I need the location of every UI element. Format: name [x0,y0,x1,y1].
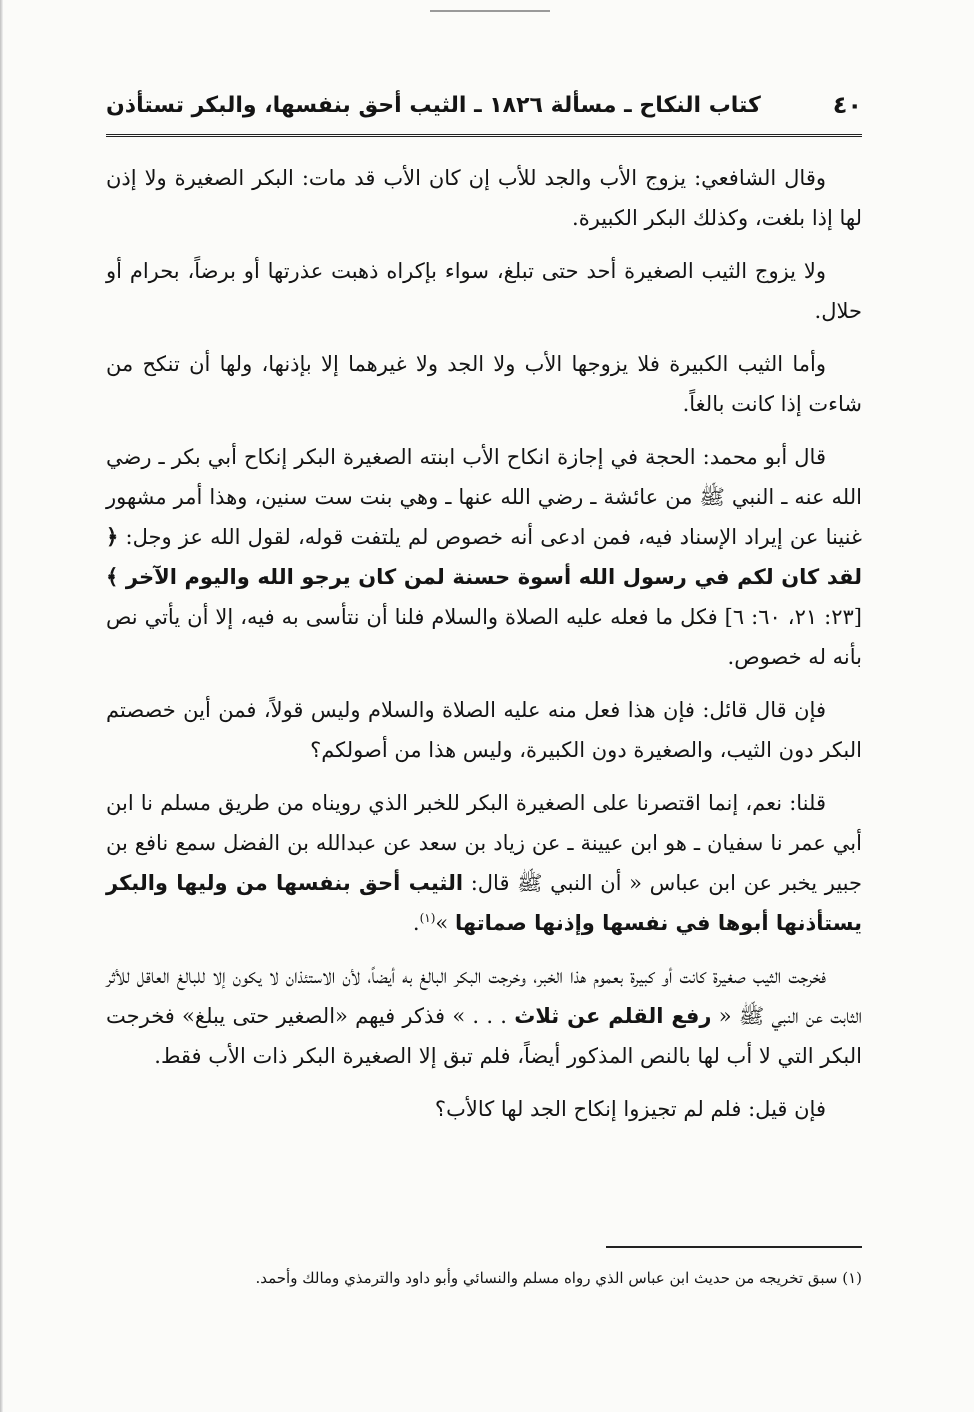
paragraph-text: [٢٣: ٢١، ٦٠: ٦] فكل ما فعله عليه الصلاة والسلام فلنا أن نتأسى به فيه، إلا أن يأتي نص بأنه له خصوص. [106,605,862,669]
paragraph-abu-muhammad [106,437,862,677]
paragraph-question: فإن قيل: فلم لم تجيزوا إنكاح الجد لها كالأب؟ [434,1097,826,1121]
scan-mark [430,10,550,12]
quran-verse: ﴿ لقد كان لكم في رسول الله أسوة حسنة لمن كان يرجو الله واليوم الآخر ﴾ [106,525,862,589]
footnote-reference: (١) [419,911,436,925]
footnote-divider [606,1246,862,1248]
hadith-text: رفع القلم عن ثلاث [514,1004,712,1028]
scan-edge [0,0,3,1412]
paragraph-young-thayyib: ولا يزوج الثيب الصغيرة أحد حتى تبلغ، سواء بإكراه ذهبت عذرتها أو برضاً، بحرام أو حلال. [106,259,862,323]
main-text [106,158,862,1142]
paragraph-end: . [412,911,420,935]
paragraph-text: . . . » فذكر فيهم «الصغير حتى يبلغ» فخرجت البكر التي لا أب لها بالنص المذكور أيضاً، فلم تبق إلا الصغيرة البكر ذات الأب فقط. [106,1004,862,1068]
paragraph-objection: فإن قال قائل: فإن هذا فعل منه عليه الصلاة والسلام وليس قولاً، فمن أين خصصتم البكر دون الثيب، والصغيرة دون الكبيرة، وليس هذا من أصولكم؟ [106,698,862,762]
paragraph-response [106,783,862,943]
paragraph-conclusion [106,956,862,1076]
quote-close: » [435,911,449,935]
page-header [106,84,862,126]
paragraph-text: قال أبو محمد: الحجة في إجازة انكاح الأب ابنته الصغيرة البكر إنكاح أبي بكر ـ رضي الله عنه ـ النبي ﷺ من عائشة ـ رضي الله عنها ـ وهي بنت ست سنين، وهذا أمر مشهور غنينا عن إيراد الإسناد فيه، فمن ادعى أنه خصوص لم يلتفت قوله، لقول الله عز وجل: [106,445,862,549]
footnote: (١) سبق تخريجه من حديث ابن عباس الذي رواه مسلم والنسائي وأبو داود والترمذي ومالك وأحمد. [255,1269,862,1287]
paragraph-text: قلنا: نعم، إنما اقتصرنا على الصغيرة البكر للخبر الذي رويناه من طريق مسلم نا ابن أبي عمر نا سفيان ـ هو ابن عيينة ـ عن زياد بن سعد عن عبدالله بن الفضل سمع نافع بن جبير يخبر عن ابن عباس « أن النبي ﷺ قال: [106,791,862,895]
page-number: ٤٠ [832,91,862,119]
paragraph-text: فخرجت الثيب صغيرة كانت أو كبيرة بعموم هذا الخبر، وخرجت البكر البالغ به أيضاً، لأن الاستئذان لا يكون إلا للبالغ العاقل للأثر الثابت عن النبي ﷺ « [106,964,862,1028]
running-title: كتاب النكاح ـ مسألة ١٨٢٦ ـ الثيب أحق بنفسها، والبكر تستأذن [106,92,761,118]
header-divider [106,134,862,137]
paragraph-shafii: وقال الشافعي: يزوج الأب والجد للأب إن كان الأب قد مات: البكر الصغيرة ولا إذن لها إذا بلغت، وكذلك البكر الكبيرة. [106,166,862,230]
hadith-text: الثيب أحق بنفسها من وليها والبكر يستأذنها أبوها في نفسها وإذنها صماتها [106,871,862,935]
paragraph-adult-thayyib: وأما الثيب الكبيرة فلا يزوجها الأب ولا الجد ولا غيرهما إلا بإذنها، ولها أن تنكح من شاءت إذا كانت بالغاً. [106,352,862,416]
